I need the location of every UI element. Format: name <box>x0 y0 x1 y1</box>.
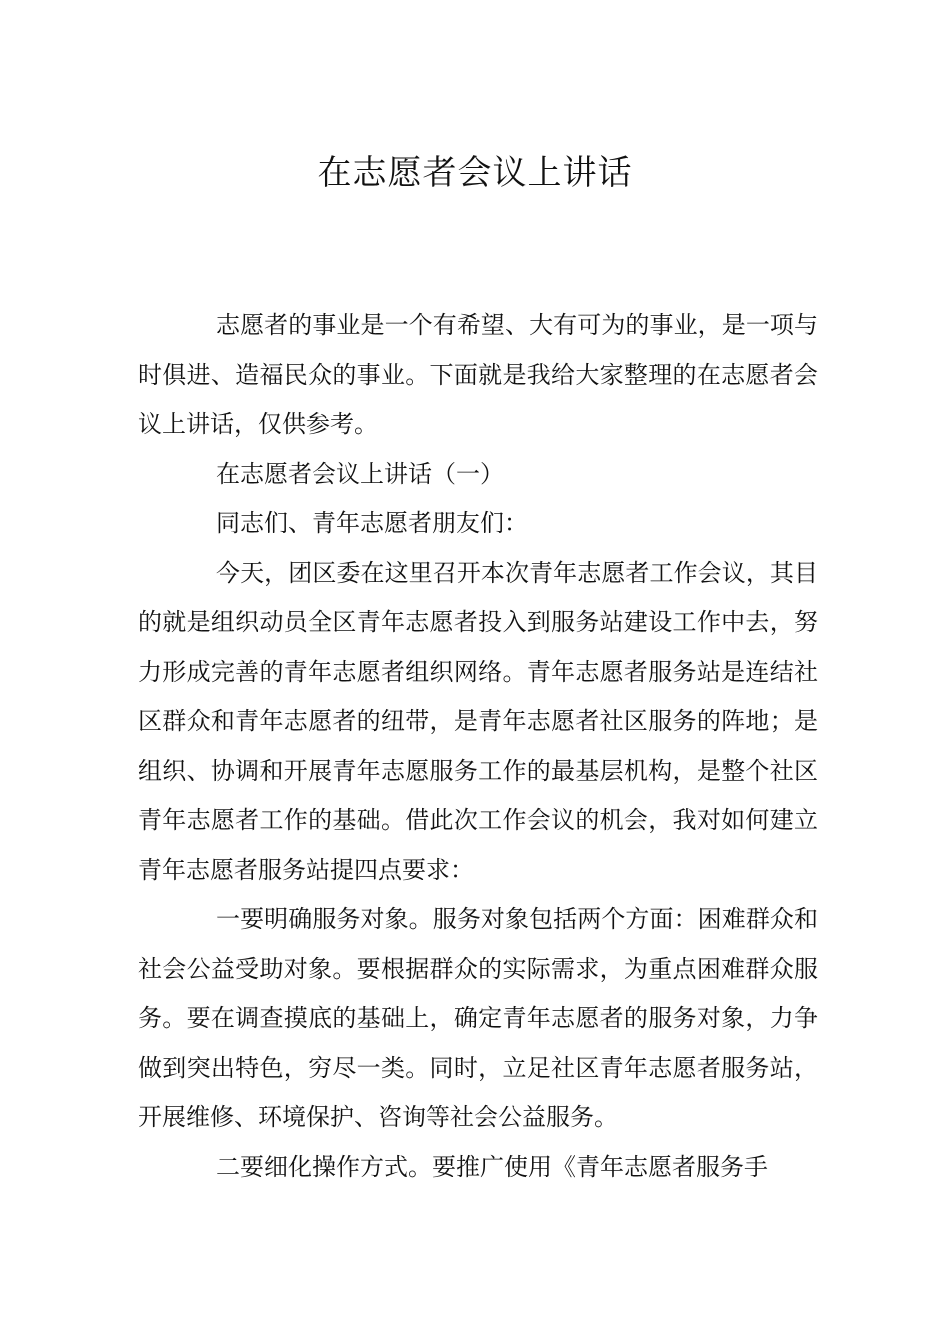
paragraph-intro: 志愿者的事业是一个有希望、大有可为的事业，是一项与时俱进、造福民众的事业。下面就是我给大家整理的在志愿者会议上讲话，仅供参考。 <box>138 311 818 438</box>
paragraph-requirement-one: 一要明确服务对象。服务对象包括两个方面：困难群众和社会公益受助对象。要根据群众的实际需求，为重点困难群众服务。要在调查摸底的基础上，确定青年志愿者的服务对象，力争做到突出特色，穷尽一类。同时，立足社区青年志愿者服务站，开展维修、环境保护、咨询等社会公益服务。 <box>138 905 818 1131</box>
document-title: 在志愿者会议上讲话 <box>317 153 633 193</box>
paragraph-salutation: 同志们、青年志愿者朋友们： <box>216 509 528 537</box>
paragraph-opening: 今天，团区委在这里召开本次青年志愿者工作会议，其目的就是组织动员全区青年志愿者投入到服务站建设工作中去，努力形成完善的青年志愿者组织网络。青年志愿者服务站是连结社区群众和青年志愿者的纽带，是青年志愿者社区服务的阵地；是组织、协调和开展青年志愿服务工作的最基层机构，是整个社区青年志愿者工作的基础。借此次工作会议的机会，我对如何建立青年志愿者服务站提四点要求： <box>138 558 818 884</box>
paragraph-requirement-two: 二要细化操作方式。要推广使用《青年志愿者服务手 <box>216 1152 768 1181</box>
paragraph-section-heading: 在志愿者会议上讲话（一） <box>216 459 504 488</box>
document-body <box>138 301 818 1192</box>
